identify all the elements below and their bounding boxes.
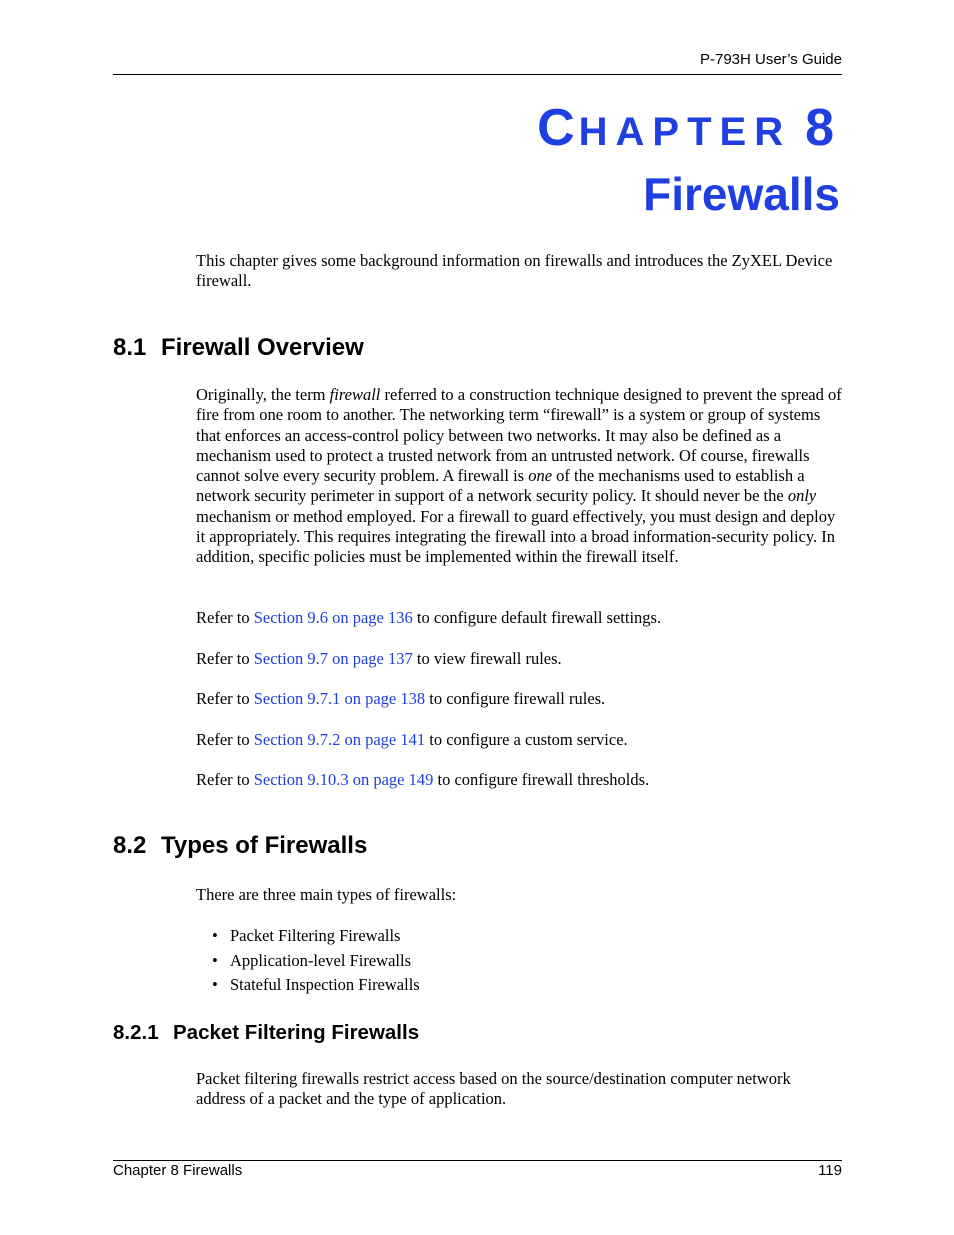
text-run: to configure firewall rules. bbox=[425, 689, 606, 708]
section-number: 8.1 bbox=[113, 334, 147, 361]
footer-chapter-title: Chapter 8 Firewalls bbox=[113, 1162, 243, 1179]
text-run: of the mechanisms used to establish a network security perimeter in support of a network security policy. It should never be the bbox=[196, 466, 805, 506]
section-link[interactable]: Section 9.7.1 on page 138 bbox=[253, 689, 426, 708]
section-title: Firewall Overview bbox=[161, 334, 364, 361]
text-run: to configure firewall thresholds. bbox=[433, 770, 650, 789]
italic-term: one bbox=[528, 466, 553, 486]
text-run: Refer to bbox=[196, 770, 254, 789]
italic-term: only bbox=[787, 486, 817, 506]
overview-paragraph bbox=[196, 385, 844, 568]
bullet-marker: • bbox=[212, 975, 218, 994]
text-run: Refer to bbox=[196, 689, 254, 708]
firewall-types-list bbox=[212, 924, 420, 998]
header-rule bbox=[113, 74, 842, 75]
text-run: Originally, the term bbox=[196, 385, 330, 404]
section-link[interactable]: Section 9.7.2 on page 141 bbox=[253, 730, 426, 749]
text-run: to configure default firewall settings. bbox=[412, 608, 662, 627]
text-run: Refer to bbox=[196, 608, 254, 627]
list-item bbox=[212, 973, 420, 998]
list-item bbox=[212, 924, 420, 949]
reference-line bbox=[196, 770, 844, 790]
bullet-marker: • bbox=[212, 926, 218, 945]
list-item-label: Stateful Inspection Firewalls bbox=[230, 975, 420, 994]
section-heading-8-2-1 bbox=[113, 1021, 419, 1045]
section-heading-8-2 bbox=[113, 832, 367, 860]
footer-rule bbox=[113, 1160, 842, 1161]
reference-line bbox=[196, 689, 844, 709]
section-number: 8.2 bbox=[113, 832, 147, 859]
reference-line bbox=[196, 730, 844, 750]
types-intro: There are three main types of firewalls: bbox=[196, 885, 457, 904]
section-link[interactable]: Section 9.6 on page 136 bbox=[253, 608, 413, 627]
italic-term: firewall bbox=[329, 385, 381, 404]
section-link[interactable]: Section 9.7 on page 137 bbox=[253, 649, 413, 668]
text-run: to configure a custom service. bbox=[425, 730, 628, 749]
chapter-title: Firewalls bbox=[643, 168, 840, 220]
section-number: 8.2.1 bbox=[113, 1021, 159, 1044]
text-run: to view firewall rules. bbox=[412, 649, 562, 668]
section-link[interactable]: Section 9.10.3 on page 149 bbox=[253, 770, 434, 789]
text-run: referred to a construction technique designed to prevent the spread of fire from one room to another. The networking term “firewall” is a system or group of systems that enforces an access-control policy between two networks. It may also be defined as a mechanism used to protect a trusted network from an untrusted network. Of course, firewalls cannot solve every security problem. A firewall is bbox=[196, 385, 842, 486]
chapter-label-rest: HAPTER bbox=[578, 110, 792, 154]
page-number: 119 bbox=[818, 1162, 842, 1179]
intro-paragraph: This chapter gives some background information on firewalls and introduces the ZyXEL Device firewall. bbox=[196, 251, 833, 291]
section-title: Packet Filtering Firewalls bbox=[173, 1021, 420, 1044]
reference-line bbox=[196, 649, 844, 669]
section-title: Types of Firewalls bbox=[161, 832, 368, 859]
text-run: Refer to bbox=[196, 649, 254, 668]
chapter-number: 8 bbox=[805, 99, 838, 157]
text-run: mechanism or method employed. For a firewall to guard effectively, you must design and deploy it appropriately. This requires integrating the firewall into a broad information-security policy. In addition, specific policies must be implemented within the firewall itself. bbox=[196, 506, 836, 567]
reference-line bbox=[196, 608, 844, 628]
list-item bbox=[212, 949, 420, 974]
list-item-label: Packet Filtering Firewalls bbox=[230, 926, 401, 945]
bullet-marker: • bbox=[212, 950, 218, 970]
chapter-label bbox=[537, 98, 838, 158]
section-heading-8-1 bbox=[113, 334, 364, 362]
text-run: Refer to bbox=[196, 730, 254, 749]
packet-filtering-paragraph: Packet filtering firewalls restrict access based on the source/destination computer network address of a packet and the type of application. bbox=[196, 1069, 791, 1109]
running-header-title: P-793H User’s Guide bbox=[699, 51, 842, 68]
list-item-label: Application-level Firewalls bbox=[230, 950, 411, 970]
chapter-label-initial: C bbox=[537, 99, 579, 157]
